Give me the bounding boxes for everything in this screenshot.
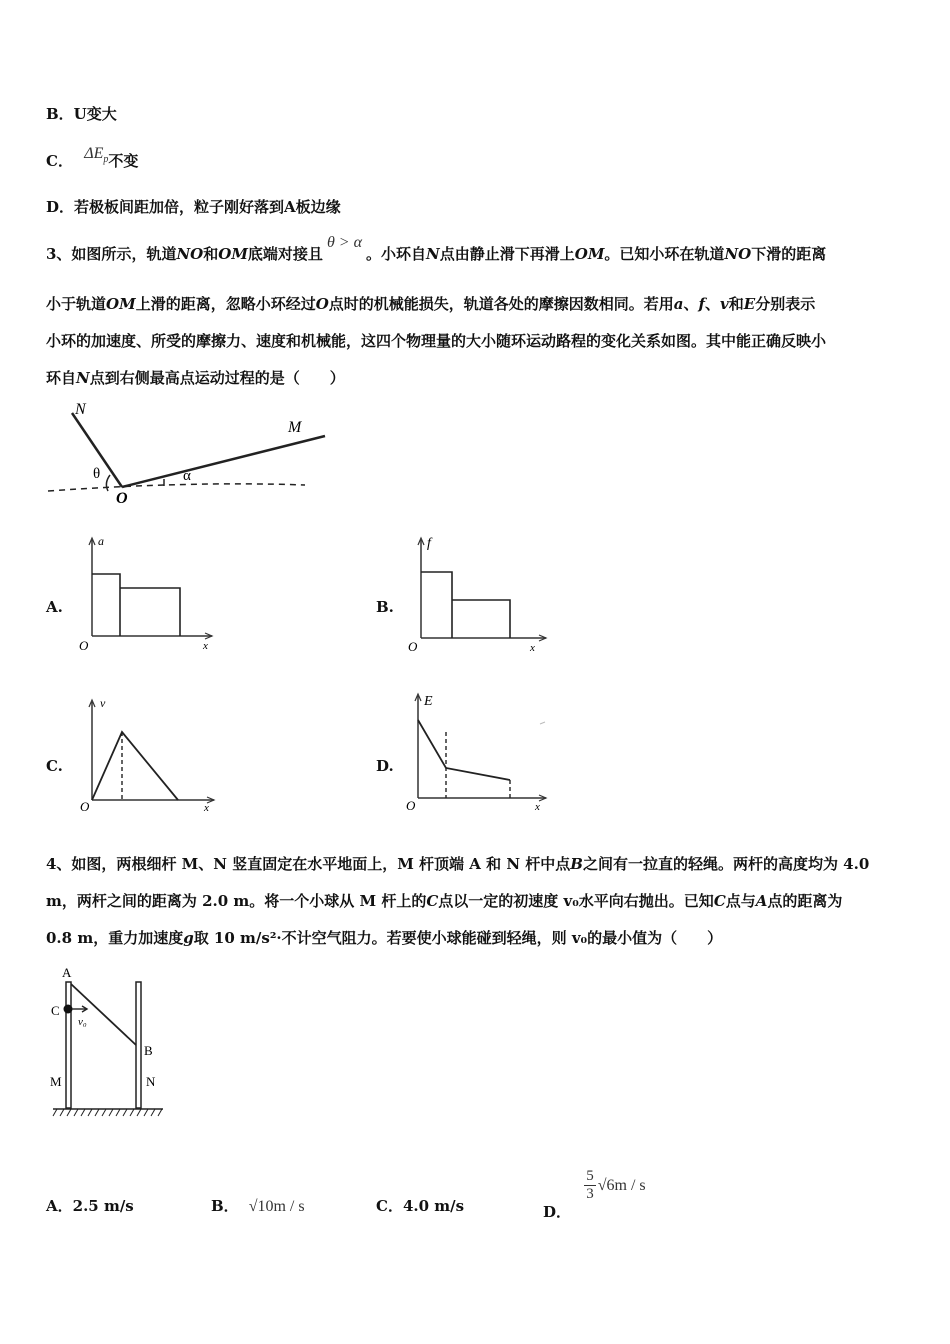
- q3-option-b-graph[interactable]: [404, 532, 554, 657]
- q3-option-d-x-label: x: [535, 801, 540, 813]
- q3-option-d-axis-label: E: [424, 694, 433, 709]
- q4-rods-figure: [45, 962, 175, 1124]
- q3-option-d-graph[interactable]: [404, 688, 554, 816]
- q4-option-b-label: B．: [211, 1197, 239, 1215]
- q3-option-a-x-label: x: [203, 640, 208, 652]
- q3-option-b-label[interactable]: B.: [376, 598, 394, 616]
- q4-fig-label-n: N: [146, 1074, 156, 1089]
- q3-fig-label-alpha: α: [183, 468, 191, 484]
- q4-option-d-math: √6m / s: [597, 1176, 646, 1194]
- q4-option-b[interactable]: [211, 1195, 305, 1216]
- q4-stem-line-2: m，两杆之间的距离为 2.0 m。将一个小球从 M 杆上的C点以一定的初速度 v₀水平向右抛出。已知C点与A点的距离为: [46, 892, 843, 910]
- q4-option-d-label: D．: [543, 1202, 572, 1221]
- q3-option-b-origin: O: [408, 639, 418, 654]
- q4-fig-label-v0: v₀: [78, 1016, 87, 1028]
- q3-stem-line-3: 小环的加速度、所受的摩擦力、速度和机械能，这四个物理量的大小随环运动路程的变化关系如图。其中能正确反映小: [46, 332, 827, 350]
- q4-fig-label-b: B: [144, 1043, 153, 1058]
- q4-option-b-math: √10m / s: [248, 1198, 305, 1215]
- q3-option-c-x-label: x: [204, 802, 209, 814]
- q3-option-d-origin: O: [406, 798, 416, 813]
- q3-fig-label-theta: θ: [93, 466, 101, 482]
- q3-condition-math: θ > α: [326, 234, 362, 251]
- q4-option-a[interactable]: A．2.5 m/s: [46, 1197, 134, 1215]
- q3-option-c-axis-label: v: [100, 696, 106, 710]
- q2-option-c: [46, 145, 139, 173]
- q4-fig-label-m: M: [50, 1074, 62, 1089]
- q2-option-c-text: 不变: [108, 152, 139, 170]
- q2-option-c-math: $\Delta E_p$: [84, 145, 109, 166]
- q4-option-d-fraction: $\frac{5}{3}$: [586, 1168, 594, 1202]
- q3-option-b-x-label: x: [530, 642, 535, 654]
- q3-option-c-graph[interactable]: [72, 694, 222, 816]
- q3-option-b-axis-label: f: [427, 536, 431, 551]
- q3-stem-line-1: 3、如图所示，轨道NO和OM底端对接且θ > α。小环自N点由静止滑下再滑上OM。已知小环在轨道NO下滑的距离: [46, 234, 827, 263]
- q3-option-c-label[interactable]: C.: [46, 757, 63, 775]
- q3-option-a-axis-label: a: [98, 534, 104, 548]
- q3-stem-line-2: 小于轨道OM上滑的距离，忽略小环经过O点时的机械能损失，轨道各处的摩擦因数相同。若用a、f、v和E分别表示: [46, 295, 816, 313]
- q3-track-figure: [40, 395, 340, 510]
- q2-option-c-label: C．: [46, 152, 73, 170]
- q3-fig-label-m: M: [288, 419, 302, 436]
- q3-fig-label-o: O: [116, 490, 128, 507]
- q3-option-a-graph[interactable]: [72, 532, 222, 657]
- q3-option-d-label[interactable]: D.: [376, 757, 394, 775]
- q4-stem-line-3: 0.8 m，重力加速度g取 10 m/s²·不计空气阻力。若要使小球能碰到轻绳，则 v₀的最小值为（ ）: [46, 929, 723, 947]
- q4-fig-label-c: C: [51, 1003, 60, 1018]
- q3-option-c-origin: O: [80, 799, 90, 814]
- q4-option-d[interactable]: [543, 1168, 646, 1221]
- q3-stem-line-4: 环自N点到右侧最高点运动过程的是（ ）: [46, 369, 345, 387]
- q4-stem-line-1: 4、如图，两根细杆 M、N 竖直固定在水平地面上，M 杆顶端 A 和 N 杆中点B之间有一拉直的轻绳。两杆的高度均为 4.0: [46, 855, 870, 873]
- q3-option-a-label[interactable]: A.: [46, 598, 63, 616]
- q3-fig-label-n: N: [75, 401, 86, 418]
- q3-option-a-origin: O: [79, 638, 89, 653]
- q2-option-d: D．若极板间距加倍，粒子刚好落到A板边缘: [46, 198, 341, 216]
- q4-fig-label-a: A: [62, 965, 72, 980]
- q4-option-c[interactable]: C．4.0 m/s: [376, 1197, 465, 1215]
- q2-option-b: B．U变大: [46, 105, 117, 123]
